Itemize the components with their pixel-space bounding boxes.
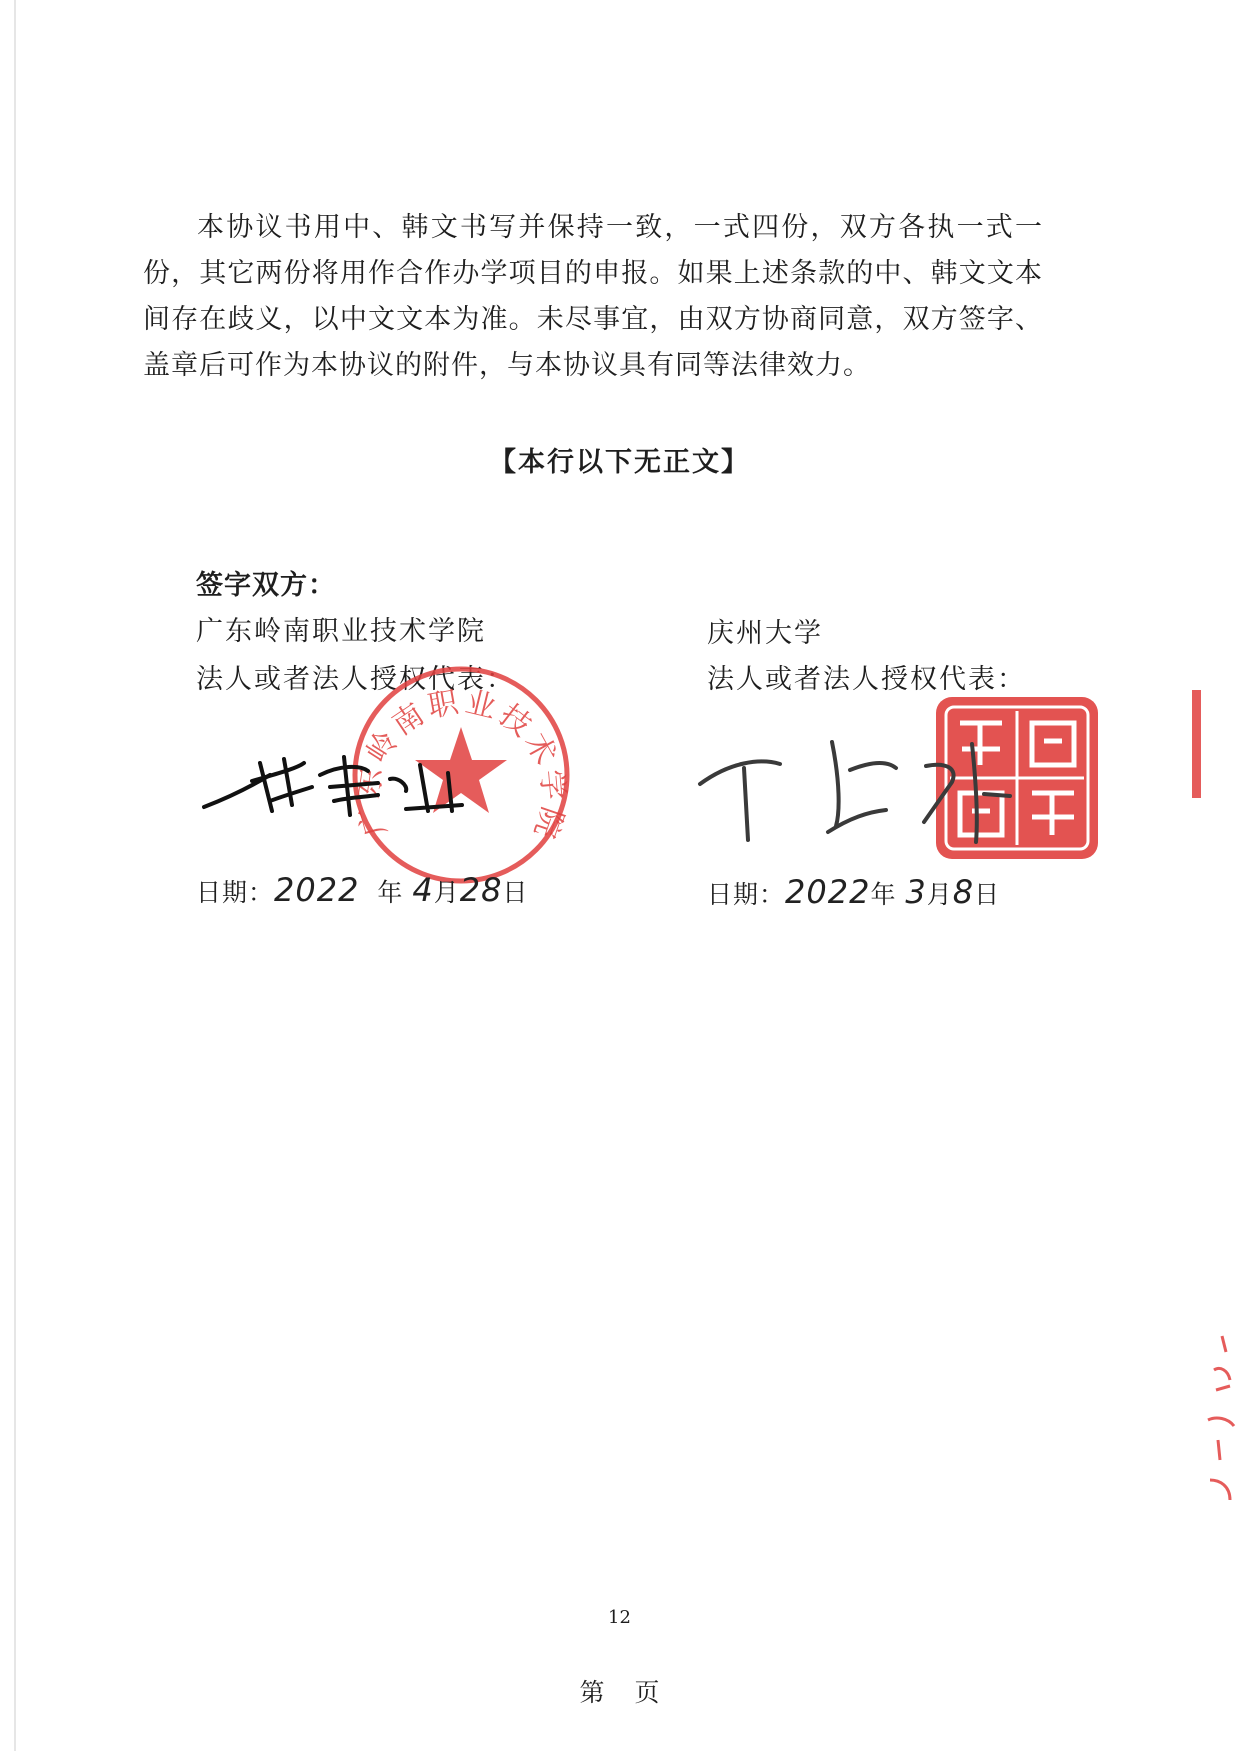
party-b-date-day: 8 <box>952 873 975 911</box>
signing-parties-heading: 签字双方： <box>196 570 336 601</box>
party-a-month-unit: 月 <box>433 878 460 907</box>
page-edge <box>14 0 16 1751</box>
party-a-name: 广东岭南职业技术学院 <box>196 616 486 647</box>
party-b-handwritten-signature <box>690 722 1020 852</box>
party-b-day-unit: 日 <box>974 880 1001 909</box>
party-b-name: 庆州大学 <box>707 618 823 649</box>
party-a-date-day: 28 <box>459 871 503 909</box>
seal-text: 广东岭南职业技术学院 <box>350 684 572 847</box>
party-a-rep-label: 法人或者法人授权代表： <box>196 664 515 695</box>
footer-page-label: 第页 <box>579 1678 690 1707</box>
party-a-date <box>196 871 528 909</box>
party-a-day-unit: 日 <box>502 878 529 907</box>
party-b-month-unit: 月 <box>926 880 953 909</box>
party-b-date <box>707 873 1000 911</box>
party-a-date-label: 日期： <box>196 878 275 907</box>
right-edge-cross-page-seal <box>1200 1330 1239 1520</box>
party-b-date-label: 日期： <box>707 880 786 909</box>
party-a-date-year: 2022 <box>274 871 360 909</box>
paragraph-text: 本协议书用中、韩文书写并保持一致，一式四份，双方各执一式一份，其它两份将用作合作办学项目的申报。如果上述条款的中、韩文文本间存在歧义，以中文文本为准。未尽事宜，由双方协商同意，双方签字、盖章后可作为本协议的附件，与本协议具有同等法律效力。 <box>143 212 1043 381</box>
party-a-date-month: 4 <box>412 871 434 909</box>
agreement-paragraph <box>143 205 1043 389</box>
party-a-year-unit: 年 <box>377 878 404 907</box>
party-b-year-unit: 年 <box>870 880 897 909</box>
no-more-text-notice: 【本行以下无正文】 <box>489 447 750 478</box>
party-a-handwritten-signature <box>200 735 480 825</box>
party-b-rep-label: 法人或者法人授权代表： <box>707 664 1026 695</box>
party-b-date-year: 2022 <box>785 873 871 911</box>
right-edge-seal-fragment <box>1184 690 1239 810</box>
page-number: 12 <box>608 1607 631 1628</box>
party-b-date-month: 3 <box>905 873 927 911</box>
